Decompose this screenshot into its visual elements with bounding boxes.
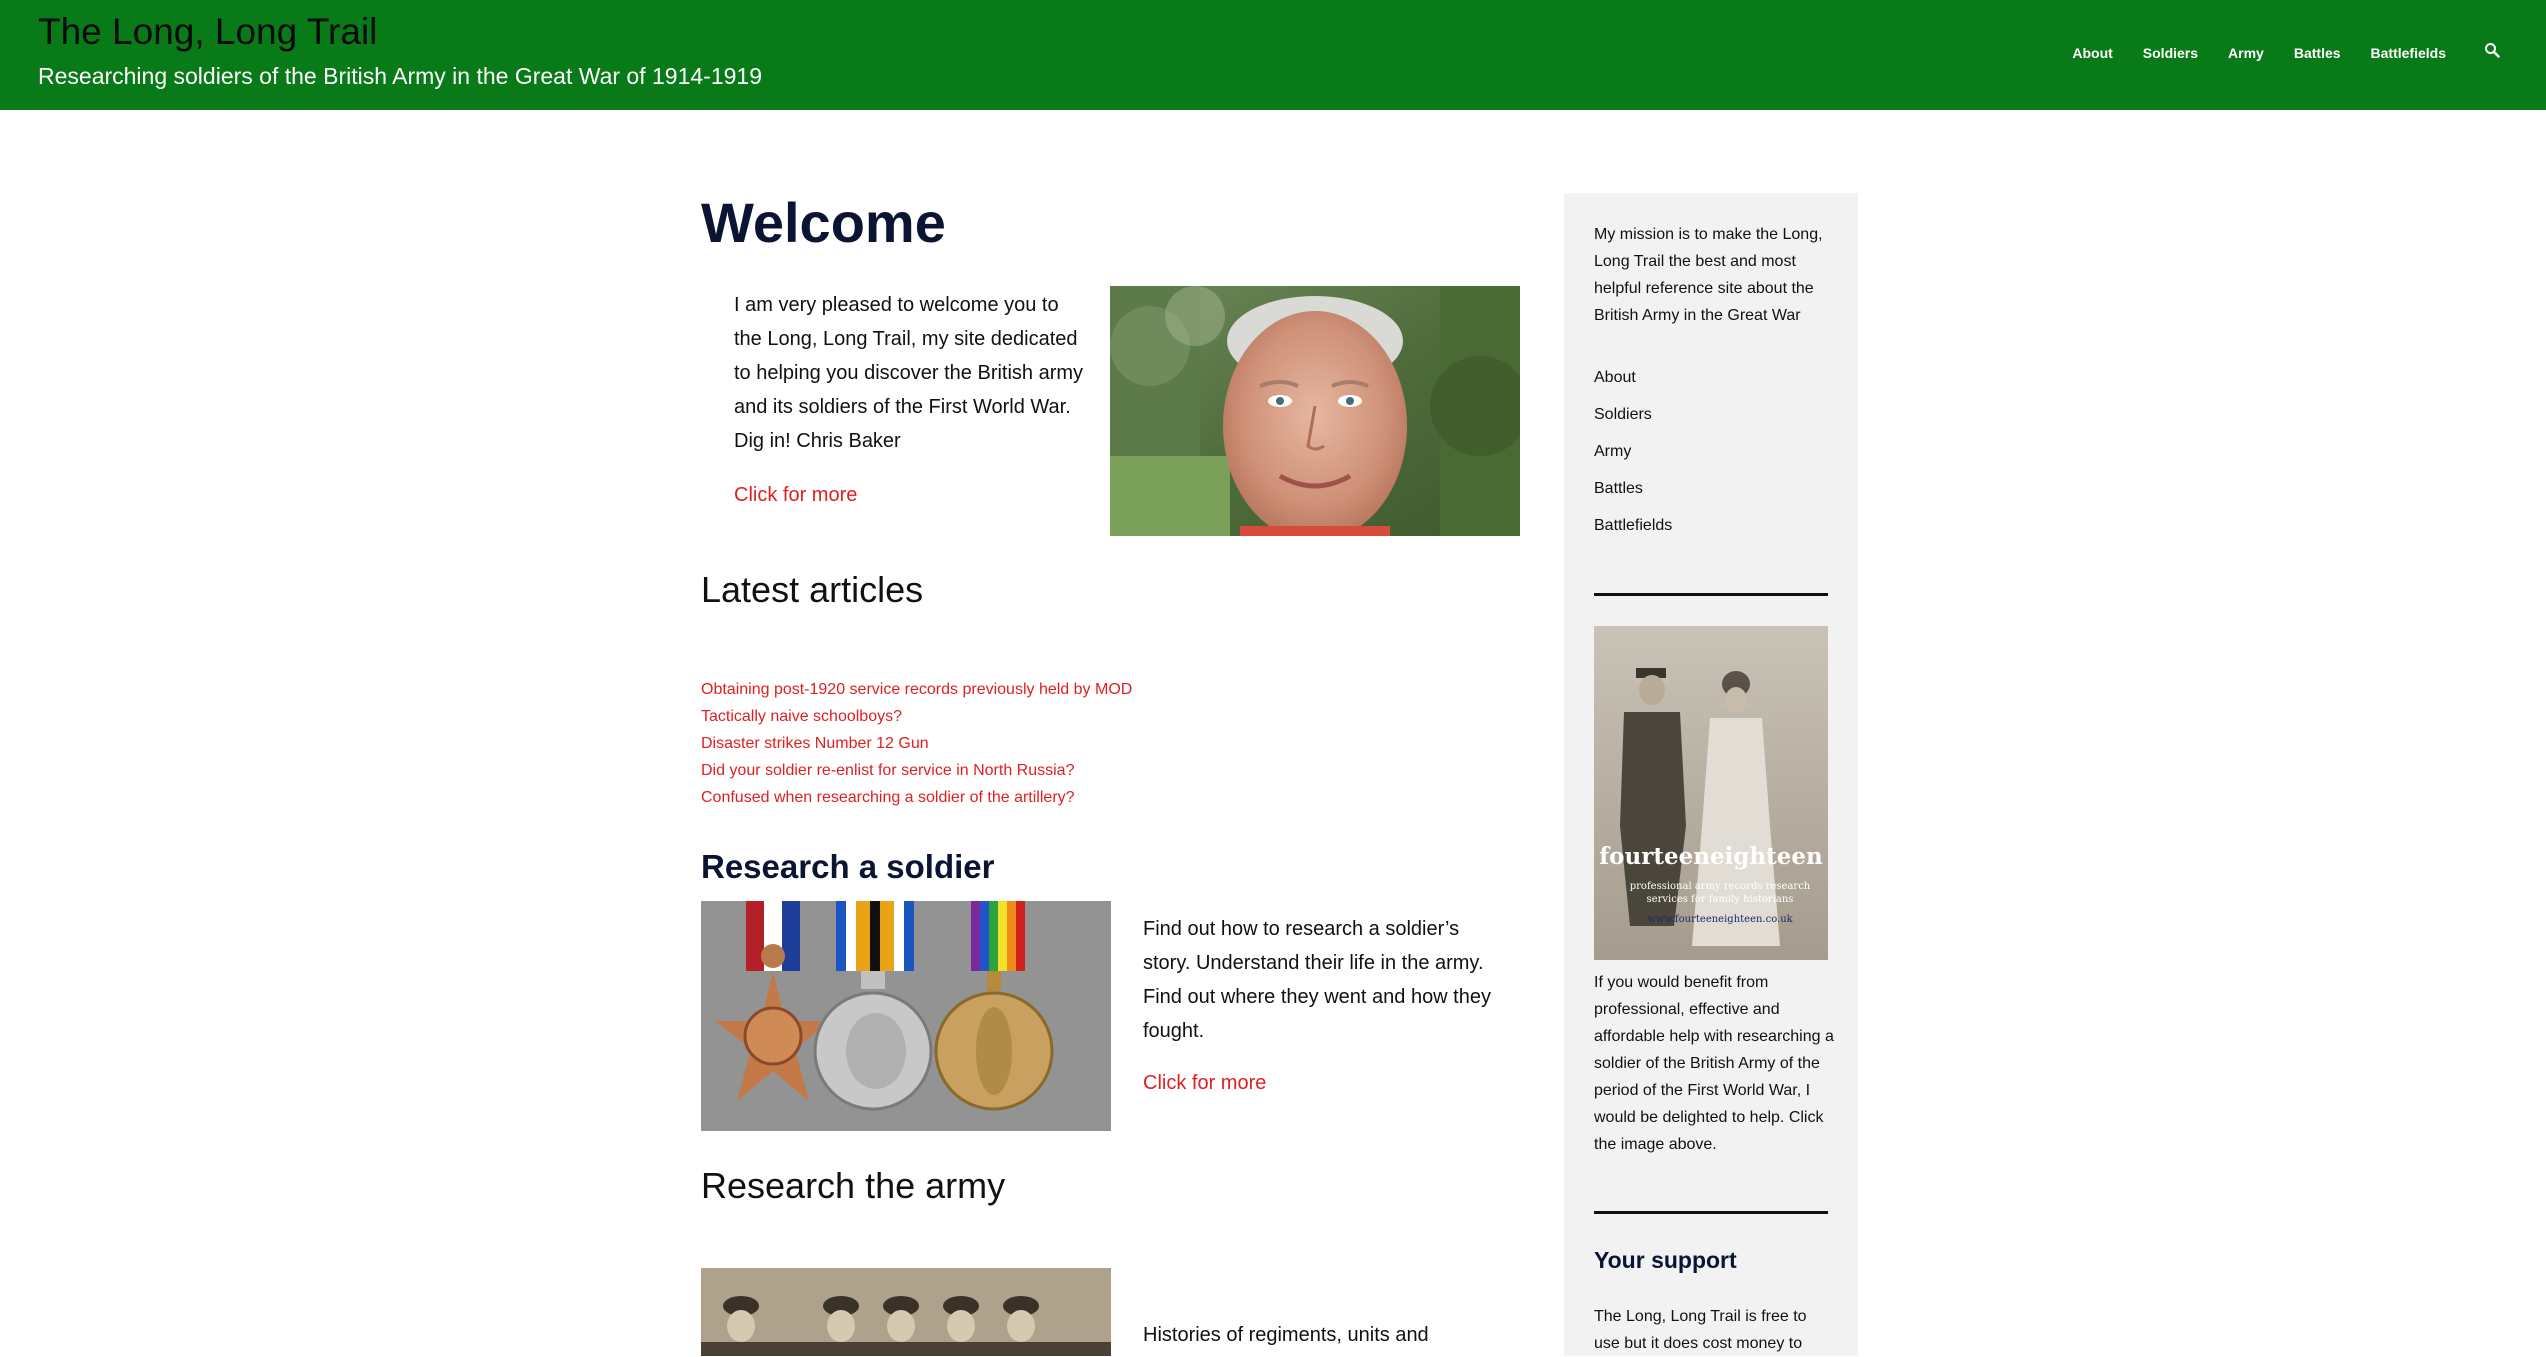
sidebar-link-army[interactable]: Army [1594, 443, 1632, 460]
author-portrait [1110, 286, 1520, 536]
research-soldier-text: Find out how to research a soldier’s story. Understand their life in the army. Find out where they went and how they fought. [1143, 918, 1491, 1042]
nav-battles[interactable]: Battles [2293, 45, 2341, 61]
intro-more-link[interactable]: Click for more [734, 484, 858, 506]
page-title: Welcome [701, 191, 946, 254]
site-title[interactable]: The Long, Long Trail [38, 11, 378, 52]
ad-url: www.fourteeneighteen.co.uk [1647, 914, 1793, 925]
sidebar-divider [1594, 593, 1828, 596]
nav-army[interactable]: Army [2228, 45, 2264, 61]
ad-tagline-1: professional army records research [1629, 881, 1811, 892]
search-icon[interactable] [2484, 42, 2506, 64]
site-description: Researching soldiers of the British Army in the Great War of 1914-1919 [38, 63, 762, 89]
list-item [701, 784, 1132, 811]
article-link[interactable]: Confused when researching a soldier of the artillery? [701, 789, 1075, 806]
sidebar-item-army [1594, 433, 1672, 470]
army-photo [701, 1268, 1111, 1356]
research-army-text: Histories of regiments, units and [1143, 1324, 1429, 1346]
ad-tagline-2: services for family historians [1646, 894, 1794, 905]
ad-brand: fourteeneighteen [1599, 843, 1823, 870]
list-item [701, 676, 1132, 703]
intro-text: I am very pleased to welcome you to the Long, Long Trail, my site dedicated to helping you discover the British army and its soldiers of the First World War. Dig in! Chris Baker [734, 294, 1084, 452]
research-soldier-heading: Research a soldier [701, 848, 995, 885]
list-item [701, 757, 1132, 784]
list-item [701, 703, 1132, 730]
research-army-heading: Research the army [701, 1165, 1006, 1206]
site-header [0, 0, 2546, 110]
fourteeneighteen-ad-image[interactable] [1594, 626, 1828, 960]
nav-soldiers[interactable]: Soldiers [2142, 45, 2199, 61]
soldier-more-link[interactable]: Click for more [1143, 1072, 1267, 1094]
sidebar-item-battlefields [1594, 507, 1672, 544]
article-link[interactable]: Obtaining post-1920 service records previously held by MOD [701, 681, 1133, 698]
sidebar [1564, 193, 1858, 1356]
support-text: The Long, Long Trail is free to use but it does cost money to [1594, 1308, 1807, 1352]
article-link[interactable]: Disaster strikes Number 12 Gun [701, 735, 929, 752]
sidebar-item-battles [1594, 470, 1672, 507]
main-nav [2042, 40, 2446, 66]
sidebar-link-soldiers[interactable]: Soldiers [1594, 406, 1652, 423]
nav-about[interactable]: About [2072, 45, 2113, 61]
sidebar-link-battlefields[interactable]: Battlefields [1594, 517, 1673, 534]
support-heading: Your support [1594, 1247, 1737, 1273]
latest-articles-list [701, 676, 1132, 811]
sidebar-link-battles[interactable]: Battles [1594, 480, 1643, 497]
medals-image [701, 901, 1111, 1131]
sidebar-item-about [1594, 359, 1672, 396]
nav-battlefields[interactable]: Battlefields [2370, 45, 2446, 61]
sidebar-divider [1594, 1211, 1828, 1214]
ad-caption: If you would benefit from professional, effective and affordable help with researching a soldier of the British Army of the period of the First World War, I would be delighted to help. Click the image above. [1594, 974, 1834, 1153]
sidebar-link-about[interactable]: About [1594, 369, 1636, 386]
article-link[interactable]: Did your soldier re-enlist for service in North Russia? [701, 762, 1075, 779]
article-link[interactable]: Tactically naive schoolboys? [701, 708, 902, 725]
latest-articles-heading: Latest articles [701, 569, 924, 610]
sidebar-item-soldiers [1594, 396, 1672, 433]
sidebar-menu [1594, 359, 1672, 544]
mission-statement: My mission is to make the Long, Long Trail the best and most helpful reference site about the British Army in the Great War [1594, 226, 1823, 324]
soldier-more-wrap [1143, 1068, 1266, 1100]
list-item [701, 730, 1132, 757]
intro-more-wrap [734, 480, 857, 512]
